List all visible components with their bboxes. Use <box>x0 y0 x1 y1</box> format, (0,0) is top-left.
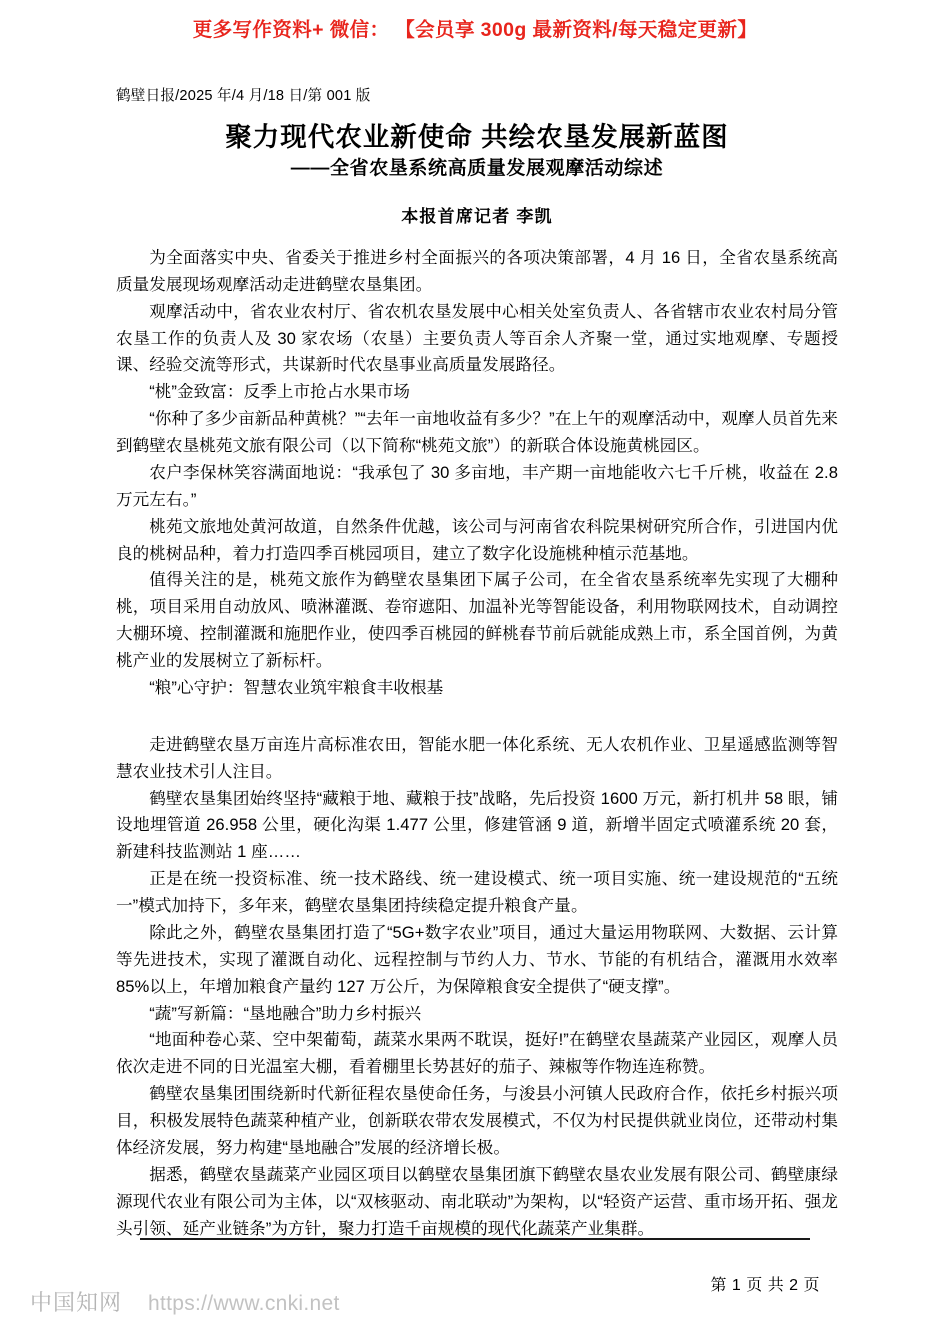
article-section-heading: “桃”金致富：反季上市抢占水果市场 <box>149 382 410 402</box>
cnki-url-text: https://www.cnki.net <box>148 1292 340 1315</box>
article-paragraph: 为全面落实中央、省委关于推进乡村全面振兴的各项决策部署，4 月 16 日，全省农垦系统高质量发展现场观摩活动走进鹤壁农垦集团。 <box>116 247 838 294</box>
article-byline: 本报首席记者 李凯 <box>401 206 553 226</box>
promo-banner <box>0 14 950 42</box>
article-paragraph: 正是在统一投资标准、统一技术路线、统一建设模式、统一项目实施、统一建设规范的“五统一”模式加持下，多年来，鹤壁农垦集团持续稳定提升粮食产量。 <box>116 869 838 916</box>
article-subheadline: ——全省农垦系统高质量发展观摩活动综述 <box>290 158 664 180</box>
article-paragraph: 鹤壁农垦集团围绕新时代新征程农垦使命任务，与浚县小河镇人民政府合作，依托乡村振兴项目，积极发展特色蔬菜种植产业，创新联农带农发展模式，不仅为村民提供就业岗位，还带动村集体经济发展，努力构建“垦地融合”发展的经济增长极。 <box>116 1084 838 1157</box>
article-paragraph: 观摩活动中，省农业农村厅、省农机农垦发展中心相关处室负责人、各省辖市农业农村局分管农垦工作的负责人及 30 家农场（农垦）主要负责人等百余人齐聚一堂，通过实地观摩、专题授课、经验交流等形式，共谋新时代农垦事业高质量发展路径。 <box>116 301 838 375</box>
article-paragraph: 除此之外，鹤壁农垦集团打造了“5G+数字农业”项目，通过大量运用物联网、大数据、云计算等先进技术，实现了灌溉自动化、远程控制与节约人力、节水、节能的有机结合，灌溉用水效率 85%以上，年增加粮食产量约 127 万公斤，为保障粮食安全提供了“硬支撑”。 <box>116 922 838 996</box>
article-body <box>116 86 838 1295</box>
article-paragraph: 鹤壁农垦集团始终坚持“藏粮于地、藏粮于技”战略，先后投资 1600 万元，新打机井 58 眼，铺设地埋管道 26.958 公里，硬化沟渠 1.477 公里，修建管涵 9 道，新增半固定式喷灌系统 20 套，新建科技监测站 1 座…… <box>116 788 838 862</box>
cnki-watermark-footer <box>30 1286 340 1317</box>
article-section-heading: “粮”心守护：智慧农业筑牢粮食丰收根基 <box>149 677 444 697</box>
article-paragraph: 值得关注的是，桃苑文旅作为鹤壁农垦集团下属子公司，在全省农垦系统率先实现了大棚种桃，项目采用自动放风、喷淋灌溉、卷帘遮阳、加温补光等智能设备，利用物联网技术，自动调控大棚环境、控制灌溉和施肥作业，使四季百桃园的鲜桃春节前后就能成熟上市，系全国首例，为黄桃产业的发展树立了新标杆。 <box>116 570 838 671</box>
masthead-source-line: 鹤壁日报/2025 年/4 月/18 日/第 001 版 <box>116 88 371 104</box>
article-paragraph: 桃苑文旅地处黄河故道，自然条件优越，该公司与河南省农科院果树研究所合作，引进国内优良的桃树品种，着力打造四季百桃园项目，建立了数字化设施桃种植示范基地。 <box>116 516 838 563</box>
page-indicator: 第 1 页 共 2 页 <box>710 1277 820 1295</box>
promo-banner-text: 更多写作资料+ 微信： 【会员享 300g 最新资料/每天稳定更新】 <box>192 19 758 41</box>
article-paragraph: “地面种卷心菜、空中架葡萄，蔬菜水果两不耽误，挺好!”在鹤壁农垦蔬菜产业园区，观摩人员依次走进不同的日光温室大棚，看着棚里长势甚好的茄子、辣椒等作物连连称赞。 <box>116 1030 838 1077</box>
article-paragraph: “你种了多少亩新品种黄桃？”“去年一亩地收益有多少？”在上午的观摩活动中，观摩人员首先来到鹤壁农垦桃苑文旅有限公司（以下简称“桃苑文旅”）的新联合体设施黄桃园区。 <box>116 409 838 456</box>
article-paragraph: 据悉，鹤壁农垦蔬菜产业园区项目以鹤壁农垦集团旗下鹤壁农垦农业发展有限公司、鹤壁康绿源现代农业有限公司为主体，以“双核驱动、南北联动”为架构，以“轻资产运营、重市场开拓、强龙头引领、延产业链条”为方针，聚力打造千亩规模的现代化蔬菜产业集群。 <box>116 1164 838 1238</box>
article-paragraph: 走进鹤壁农垦万亩连片高标准农田，智能水肥一体化系统、无人农机作业、卫星遥感监测等智慧农业技术引人注目。 <box>116 734 838 781</box>
article-headline: 聚力现代农业新使命 共绘农垦发展新蓝图 <box>225 121 729 152</box>
article-section-heading: “蔬”写新篇：“垦地融合”助力乡村振兴 <box>149 1003 422 1023</box>
footer-divider <box>140 1238 810 1240</box>
cnki-logo-text: 中国知网 <box>30 1290 123 1315</box>
article-paragraph: 农户李保林笑容满面地说：“我承包了 30 多亩地，丰产期一亩地能收六七千斤桃，收益在 2.8 万元左右。” <box>116 462 838 509</box>
